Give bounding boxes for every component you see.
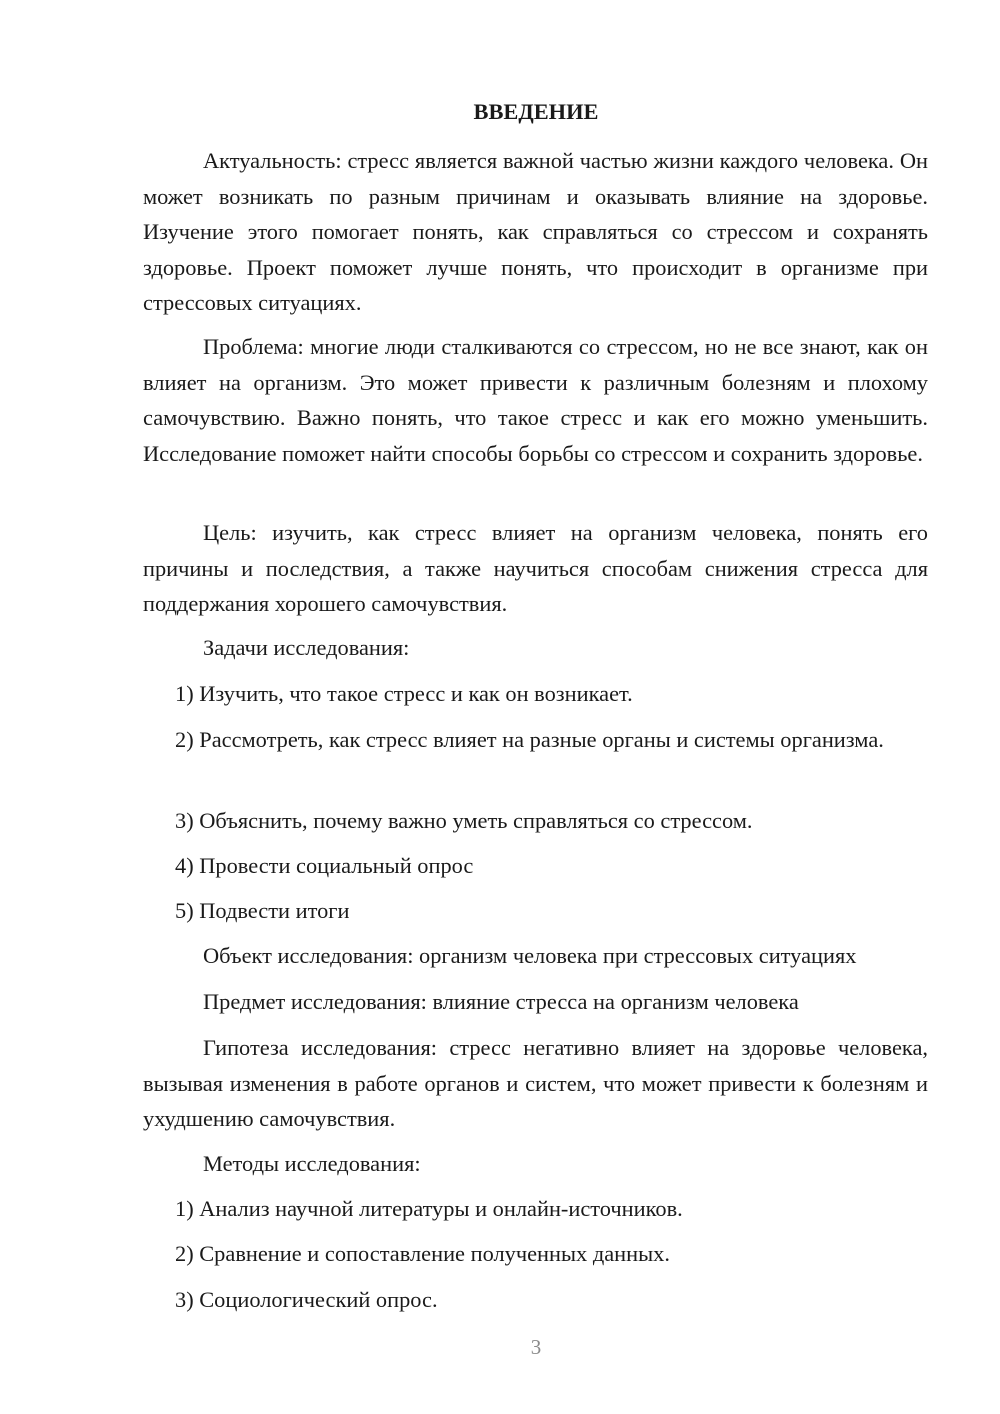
- task-item: 5) Подвести итоги: [175, 898, 350, 923]
- task-item: 1) Изучить, что такое стресс и как он возникает.: [175, 681, 633, 706]
- task-item: 2) Рассмотреть, как стресс влияет на разные органы и системы организма.: [175, 727, 884, 752]
- hypothesis-paragraph: Гипотеза исследования: стресс негативно влияет на здоровье человека, вызывая изменения в работе органов и систем, что может привести к болезням и ухудшению самочувствия.: [143, 1035, 928, 1131]
- task-item: 3) Объяснить, почему важно уметь справляться со стрессом.: [175, 808, 753, 833]
- page-title: ВВЕДЕНИЕ: [473, 99, 599, 124]
- page-number: 3: [530, 1335, 542, 1359]
- method-item: 2) Сравнение и сопоставление полученных данных.: [175, 1241, 670, 1266]
- problem-paragraph: Проблема: многие люди сталкиваются со стрессом, но не все знают, как он влияет на организм. Это может привести к различным болезням и плохому самочувствию. Важно понять, что такое стресс и как его можно уменьшить. Исследование поможет найти способы борьбы со стрессом и сохранить здоровье.: [143, 334, 928, 466]
- subject-line: Предмет исследования: влияние стресса на организм человека: [203, 989, 799, 1014]
- method-item: 1) Анализ научной литературы и онлайн-источников.: [175, 1196, 683, 1221]
- method-item: 3) Социологический опрос.: [175, 1287, 438, 1312]
- object-line: Объект исследования: организм человека при стрессовых ситуациях: [203, 943, 857, 968]
- goal-paragraph: Цель: изучить, как стресс влияет на организм человека, понять его причины и последствия, а также научиться способам снижения стресса для поддержания хорошего самочувствия.: [143, 520, 928, 616]
- task-item: 4) Провести социальный опрос: [175, 853, 474, 878]
- methods-heading: Методы исследования:: [203, 1151, 421, 1176]
- tasks-heading: Задачи исследования:: [203, 635, 410, 660]
- relevance-paragraph: Актуальность: стресс является важной частью жизни каждого человека. Он может возникать по разным причинам и оказывать влияние на здоровье. Изучение этого помогает понять, как справляться со стрессом и сохранять здоровье. Проект поможет лучше понять, что происходит в организме при стрессовых ситуациях.: [143, 148, 928, 315]
